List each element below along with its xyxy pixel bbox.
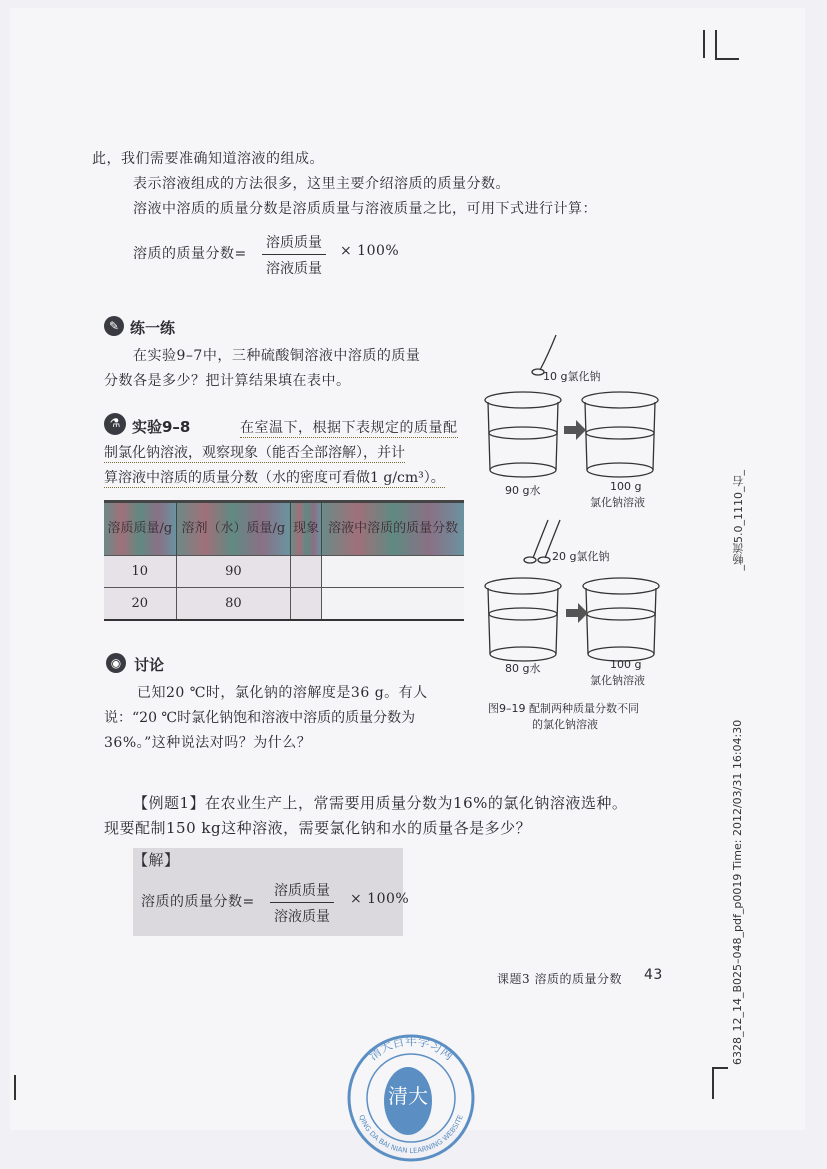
discussion-line: 说：“20 ℃时氯化钠饱和溶液中溶质的质量分数为	[104, 710, 416, 726]
intro-line: 溶液中溶质的质量分数是溶质质量与溶液质量之比，可用下式进行计算：	[133, 201, 597, 217]
watermark-stamp	[346, 1033, 476, 1163]
discussion-line: 36%。”这种说法对吗？为什么？	[104, 735, 312, 751]
experiment-line: 制氯化钠溶液，观察现象（能否全部溶解），并计	[104, 442, 405, 463]
discussion-line: 已知20 ℃时，氯化钠的溶解度是36 g。有人	[137, 685, 428, 701]
table-header-row	[104, 502, 464, 556]
example-line: 现要配制150 kg这种溶液，需要氯化钠和水的质量各是多少？	[104, 819, 532, 837]
beaker-icon	[582, 392, 658, 477]
intro-line: 此，我们需要准确知道溶液的组成。	[92, 151, 324, 167]
table-cell: 80	[176, 588, 291, 621]
table-cell	[291, 588, 322, 621]
arrow-right-icon	[564, 420, 586, 440]
experiment-line: 在室温下，根据下表规定的质量配	[240, 417, 458, 438]
practice-line: 在实验9–7中，三种硫酸铜溶液中溶质的质量	[133, 348, 421, 364]
crop-mark-left	[14, 1075, 16, 1100]
table-cell: 10	[104, 556, 176, 588]
svg-text:QING DA BAI NIAN LEARNING WEBS: QING DA BAI NIAN LEARNING WEBSITE	[357, 1113, 465, 1155]
figure-label: 100 g	[610, 658, 642, 671]
solution-label: 【解】	[133, 851, 180, 869]
arrow-right-icon	[566, 603, 588, 623]
figure-label: 100 g	[610, 480, 642, 493]
practice-title: 练一练	[130, 319, 176, 337]
table-header: 现象	[291, 502, 322, 556]
crop-mark-top-right	[703, 30, 705, 58]
experiment-line: 算溶液中溶质的质量分数（水的密度可看做1 g/cm³）。	[104, 467, 445, 488]
spoon-icon	[540, 335, 556, 370]
beaker-icon	[583, 578, 659, 661]
table-cell	[291, 556, 322, 588]
crop-mark-top-right	[715, 30, 739, 60]
svg-text:清大百年学习网: 清大百年学习网	[366, 1034, 456, 1063]
example-line: 【例题1】在农业生产上，常需要用质量分数为16%的氯化钠溶液选种。	[133, 794, 628, 812]
figure-label: 10 g氯化钠	[543, 370, 601, 383]
denominator: 溶液质量	[274, 909, 330, 925]
figure-caption: 图9–19 配制两种质量分数不同	[488, 702, 639, 715]
figure-label: 90 g水	[505, 484, 541, 497]
experiment-table	[104, 500, 464, 621]
numerator: 溶质质量	[270, 880, 334, 903]
formula-lhs: 溶质的质量分数=	[133, 246, 247, 262]
formula-factor: × 100%	[340, 243, 400, 259]
numerator: 溶质质量	[262, 232, 326, 255]
figure-label: 氯化钠溶液	[590, 496, 645, 509]
formula-factor: × 100%	[350, 891, 410, 907]
beaker-icon	[485, 578, 561, 661]
denominator: 溶液质量	[266, 261, 322, 277]
formula-fraction	[270, 880, 334, 926]
formula-fraction	[262, 232, 326, 278]
crop-mark-bottom-right	[712, 1067, 728, 1099]
table-cell: 20	[104, 588, 176, 621]
table-cell	[322, 556, 464, 588]
figure-caption: 的氯化钠溶液	[532, 718, 598, 731]
pen-icon: ✎	[104, 316, 124, 336]
figure-label: 20 g氯化钠	[552, 550, 610, 563]
table-header: 溶液中溶质的质量分数	[322, 502, 464, 556]
intro-line: 表示溶液组成的方法很多，这里主要介绍溶质的质量分数。	[133, 176, 510, 192]
stamp-center: 清大	[388, 1084, 428, 1108]
margin-label: _畅流5.0_1110_右_	[732, 470, 745, 571]
figure-label: 氯化钠溶液	[590, 674, 645, 687]
margin-label: 6328_12_14_B025–048_pdf_p0019 Time: 2012/03/31 16:04:30	[731, 719, 744, 1065]
table-header: 溶剂（水）质量/g	[176, 502, 291, 556]
flask-icon: ⚗	[104, 413, 126, 435]
formula-lhs: 溶质的质量分数=	[141, 894, 255, 910]
beaker-icon	[485, 392, 561, 477]
table-row	[104, 588, 464, 621]
practice-line: 分数各是多少？把计算结果填在表中。	[104, 373, 351, 389]
discussion-title: 讨论	[134, 656, 165, 674]
footer-chapter: 课题3 溶质的质量分数	[497, 972, 622, 986]
table-cell	[322, 588, 464, 621]
table-row	[104, 556, 464, 588]
discussion-icon: ◉	[106, 653, 126, 673]
figure-label: 80 g水	[505, 662, 541, 675]
page-number: 43	[644, 967, 663, 983]
beaker-figure	[478, 330, 668, 710]
table-cell: 90	[176, 556, 291, 588]
experiment-title: 实验9–8	[132, 418, 191, 436]
table-header: 溶质质量/g	[104, 502, 176, 556]
